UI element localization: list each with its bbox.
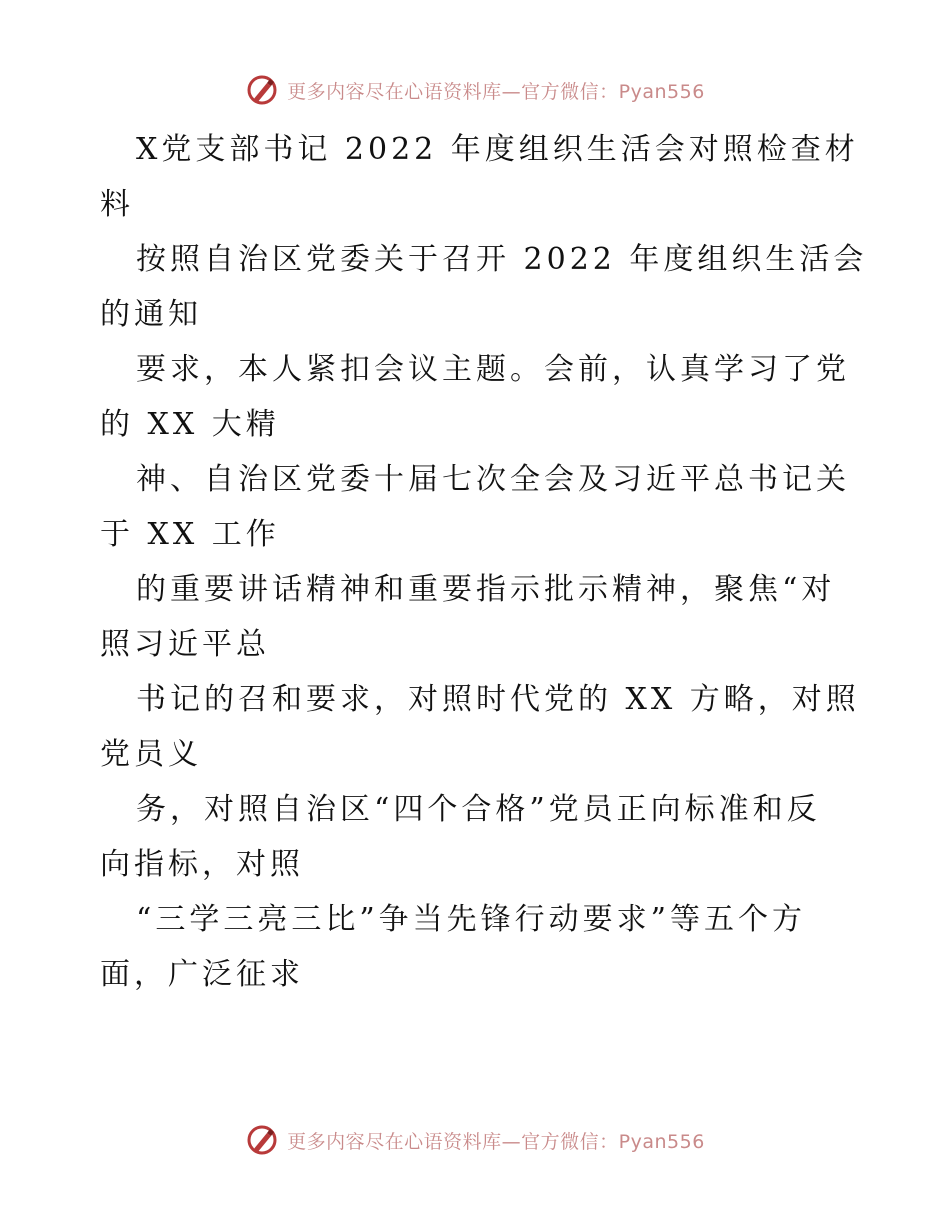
paragraph-line: 按照自治区党委关于召开 2022 年度组织生活会 <box>136 242 868 277</box>
pen-logo-icon <box>245 73 279 107</box>
paragraph-line: 要求，本人紧扣会议主题。会前，认真学习了党 <box>136 352 850 387</box>
paragraph-line: 的重要讲话精神和重要指示批示精神，聚焦“对 <box>136 572 836 607</box>
paragraph-line: “三学三亮三比”争当先锋行动要求”等五个方 <box>136 902 807 937</box>
document-body <box>100 122 868 1002</box>
title-line-2: 料 <box>100 187 134 222</box>
watermark-text: 更多内容尽在心语资料库—官方微信：Pyan556 <box>287 1130 705 1153</box>
paragraph-line: 的 XX 大精 <box>100 407 280 442</box>
pen-logo-icon <box>245 1123 279 1157</box>
paragraph-line: 照习近平总 <box>100 627 270 662</box>
paragraph-line: 神、自治区党委十届七次全会及习近平总书记关 <box>136 462 850 497</box>
paragraph-line: 于 XX 工作 <box>100 517 280 552</box>
paragraph-line: 的通知 <box>100 297 202 332</box>
header-watermark <box>0 72 950 108</box>
footer-watermark <box>0 1122 950 1158</box>
watermark-text: 更多内容尽在心语资料库—官方微信：Pyan556 <box>287 80 705 103</box>
paragraph-line: 面，广泛征求 <box>100 957 304 992</box>
paragraph-line: 党员义 <box>100 737 202 772</box>
title-line-1: X党支部书记 2022 年度组织生活会对照检查材 <box>136 132 859 167</box>
paragraph-line: 书记的召和要求，对照时代党的 XX 方略，对照 <box>136 682 860 717</box>
paragraph-line: 向指标，对照 <box>100 847 304 882</box>
paragraph-line: 务，对照自治区“四个合格”党员正向标准和反 <box>136 792 821 827</box>
